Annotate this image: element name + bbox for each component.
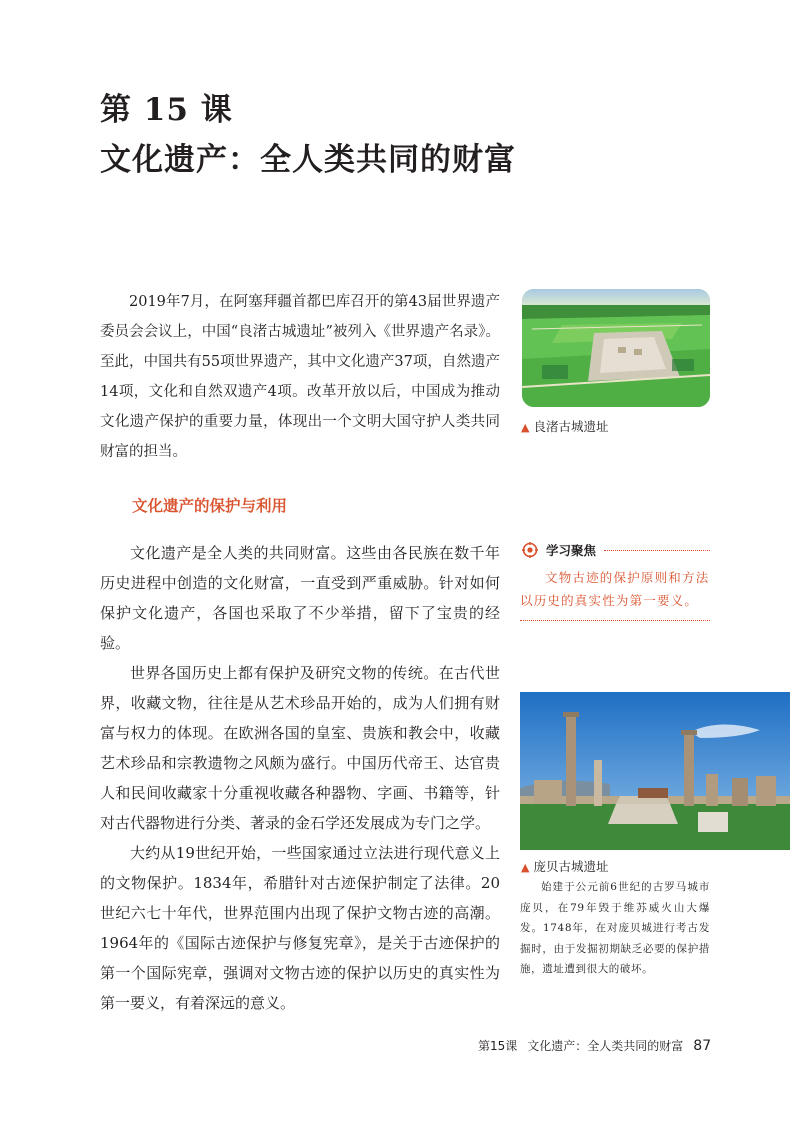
- focus-target-icon: [522, 542, 538, 558]
- pompeii-caption-text: 庞贝古城遗址: [533, 859, 609, 874]
- section-heading: 文化遗产的保护与利用: [132, 497, 288, 515]
- body-paragraph: 世界各国历史上都有保护及研究文物的传统。在古代世界，收藏文物，往往是从艺术珍品开始的，成为人们拥有财富与权力的体现。在欧洲各国的皇室、贵族和教会中，收藏艺术珍品和宗教遗物之风颇为盛行。中国历代帝王、达官贵人和民间收藏家十分重视收藏各种器物、字画、书籍等，针对古代器物进行分类、著录的金石学还发展成为专门之学。: [100, 664, 500, 832]
- caption-triangle-icon: ▲: [521, 421, 530, 434]
- focus-divider: [604, 550, 710, 551]
- study-focus-header: [520, 538, 710, 562]
- liangzhu-caption-text: 良渚古城遗址: [533, 419, 609, 434]
- lesson-number: 第 15 课: [100, 92, 233, 128]
- body-paragraph: 文化遗产是全人类的共同财富。这些由各民族在数千年历史进程中创造的文化财富，一直受到严重威胁。针对如何保护文化遗产，各国也采取了不少举措，留下了宝贵的经验。: [100, 544, 500, 652]
- study-focus-box: [520, 538, 710, 621]
- footer-lesson-ref: 第15课: [478, 1039, 518, 1053]
- intro-paragraph: 2019年7月，在阿塞拜疆首都巴库召开的第43届世界遗产委员会会议上，中国“良渚古城遗址”被列入《世界遗产名录》。至此，中国共有55项世界遗产，其中文化遗产37项，自然遗产14项，文化和自然双遗产4项。改革开放以后，中国成为推动文化遗产保护的重要力量，体现出一个文明大国守护人类共同财富的担当。: [100, 294, 500, 460]
- study-focus-label: 学习聚焦: [546, 543, 597, 558]
- pompeii-photo: [520, 692, 790, 850]
- page-number: 87: [693, 1038, 712, 1054]
- footer-title: 文化遗产：全人类共同的财富: [527, 1039, 684, 1053]
- pompeii-caption: [521, 857, 608, 875]
- caption-triangle-icon: ▲: [521, 861, 530, 874]
- study-focus-text: 文物古迹的保护原则和方法以历史的真实性为第一要义。: [520, 570, 710, 608]
- liangzhu-caption: [521, 417, 608, 435]
- body-paragraph: 大约从19世纪开始，一些国家通过立法进行现代意义上的文物保护。1834年，希腊针对古迹保护制定了法律。20世纪六七十年代，世界范围内出现了保护文物古迹的高潮。1964年的《国际古迹保护与修复宪章》，是关于古迹保护的第一个国际宪章，强调对文物古迹的保护以历史的真实性为第一要义，有着深远的意义。: [100, 844, 500, 1012]
- page-footer: [478, 1037, 711, 1054]
- section-body: [100, 538, 500, 1018]
- focus-bottom-divider: [520, 620, 710, 621]
- liangzhu-photo: [522, 289, 710, 407]
- pompeii-description: 始建于公元前6世纪的古罗马城市庞贝，在79年毁于维苏威火山大爆发。1748年，在对庞贝城进行考古发掘时，由于发掘初期缺乏必要的保护措施，遗址遭到很大的破坏。: [520, 881, 710, 975]
- lesson-title: 文化遗产：全人类共同的财富: [100, 142, 516, 178]
